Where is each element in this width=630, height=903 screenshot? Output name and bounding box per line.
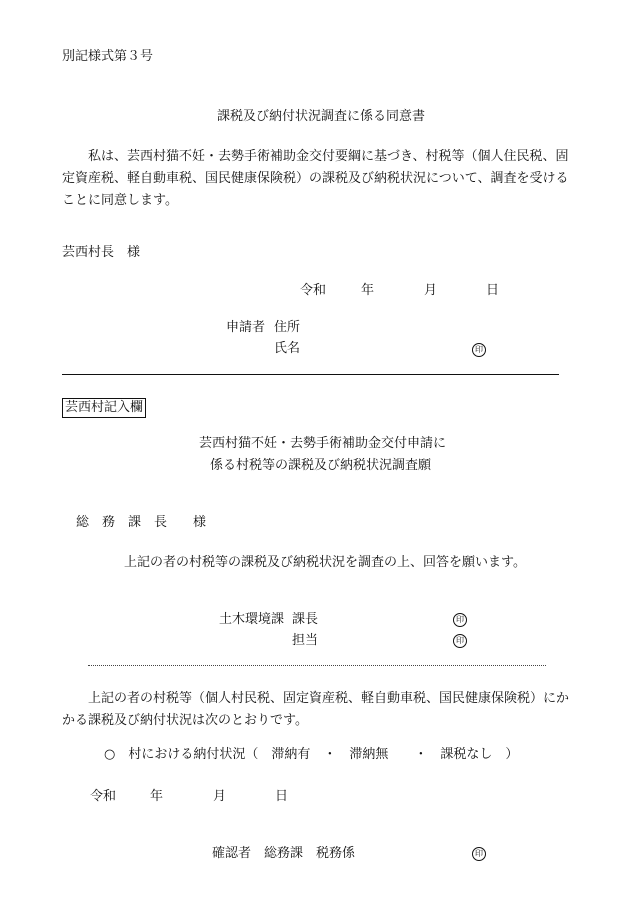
response-date-year: 年: [150, 789, 164, 804]
village-request: 上記の者の村税等の課税及び納税状況を調査の上、回答を願います。: [124, 555, 526, 570]
applicant-address-label: 住所: [274, 320, 301, 335]
payment-status-line: ○ 村における納付状況（ 滞納有 ・ 滞納無 ・ 課税なし ）: [104, 747, 519, 762]
village-title-line2: 係る村税等の課税及び納税状況調査願: [210, 458, 432, 473]
applicant-name-label: 氏名: [274, 341, 301, 356]
response-date-era: 令和: [90, 789, 117, 804]
chief-seal-icon: 印: [453, 613, 467, 627]
section-divider: [62, 374, 559, 375]
response-text: 上記の者の村税等（個人村民税、固定資産税、軽自動車税、国民健康保険税）にかかる課税及び納付状況は次のとおりです。: [62, 691, 570, 728]
date-day: 日: [486, 283, 500, 298]
response-date-day: 日: [275, 789, 289, 804]
applicant-label: 申請者: [226, 320, 266, 335]
confirmer-label: 確認者 総務課 税務係: [212, 846, 356, 861]
village-section-label: 芸西村記入欄: [62, 398, 146, 418]
staff-seal-icon: 印: [453, 634, 467, 648]
dotted-divider: [88, 665, 546, 666]
response-date-month: 月: [213, 789, 227, 804]
date-era: 令和: [300, 283, 327, 298]
village-addressee: 総 務 課 長 様: [76, 515, 207, 530]
village-chief-label: 課長: [292, 612, 319, 627]
consent-body: 私は、芸西村猫不妊・去勢手術補助金交付要綱に基づき、村税等（個人住民税、固定資産税、軽自動車税、国民健康保険税）の課税及び納税状況について、調査を受けることに同意します。: [62, 149, 569, 208]
date-month: 月: [424, 283, 438, 298]
consent-title: 課税及び納付状況調査に係る同意書: [217, 109, 426, 124]
village-staff-label: 担当: [292, 633, 319, 648]
village-dept: 土木環境課: [219, 612, 285, 627]
date-year: 年: [361, 283, 375, 298]
consent-addressee: 芸西村長 様: [62, 245, 141, 260]
confirmer-seal-icon: 印: [472, 847, 486, 861]
applicant-seal-icon: 印: [472, 343, 486, 357]
form-number: 別記様式第３号: [62, 49, 154, 64]
village-title-line1: 芸西村猫不妊・去勢手術補助金交付申請に: [199, 436, 447, 451]
